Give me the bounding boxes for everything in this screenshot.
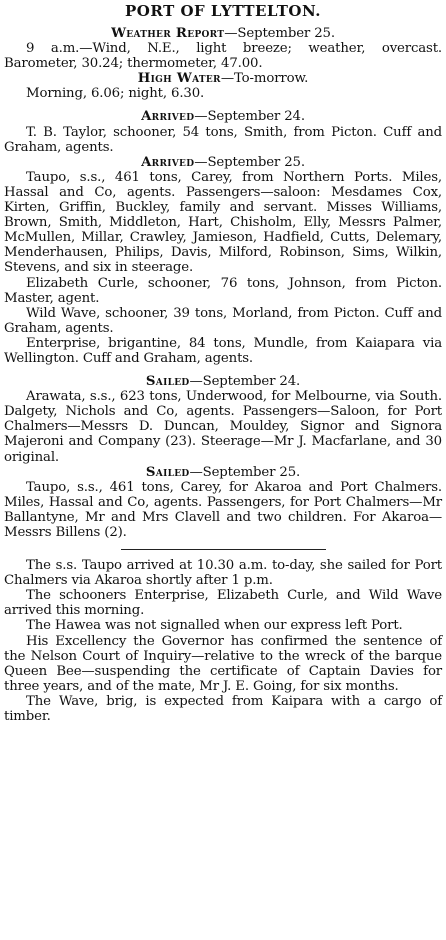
arrival-entry: Taupo, s.s., 461 tons, Carey, from Northern Ports. Miles, Hassal and Co, agents. Passengers—saloon: Mesdames Cox, Kirten, Griffin, Buckley, family and servant. Misses Williams, Brown, Smith, Middleton, Hart, Chisholm, Elly, Messrs Palmer, McMullen, Millar, Crawley, Jamieson, Hadfield, Cutts, Delemary, Menderhausen, Philips, Davis, Milford, Robinson, Sims, Wilkin, Stevens, and six in steerage. bbox=[4, 169, 442, 276]
sailing-entry: Taupo, s.s., 461 tons, Carey, for Akaroa and Port Chalmers. Miles, Hassal and Co, agents. Passengers, for Port Chalmers—Mr Ballantyne, Mr and Mrs Clavell and two children. For Akaroa—Messrs Billens (2). bbox=[4, 479, 442, 540]
arrived-label: Arrived bbox=[141, 109, 195, 125]
arrival-entry: Enterprise, brigantine, 84 tons, Mundle, from Kaiapara via Wellington. Cuff and Graham, agents. bbox=[4, 335, 442, 366]
sailed-label: Sailed bbox=[145, 374, 190, 390]
section-divider bbox=[121, 549, 326, 550]
sailed-label: Sailed bbox=[145, 464, 190, 480]
news-paragraph: The Hawea was not signalled when our express left Port. bbox=[26, 618, 403, 634]
sailed-date: —September 25. bbox=[189, 464, 301, 480]
section-gap bbox=[4, 101, 442, 109]
arrived-label: Arrived bbox=[141, 154, 195, 170]
arrived-heading-sep-24 bbox=[4, 109, 442, 124]
high-water-label: High Water bbox=[137, 71, 221, 87]
weather-report-text: 9 a.m.—Wind, N.E., light breeze; weather, overcast. Barometer, 30.24; thermometer, 47.00. bbox=[4, 41, 442, 72]
high-water-date: —To-morrow. bbox=[220, 71, 309, 87]
section-gap bbox=[4, 366, 442, 374]
high-water-heading bbox=[4, 71, 442, 86]
arrived-heading-sep-25 bbox=[4, 155, 442, 170]
weather-report-date: —September 25. bbox=[224, 26, 335, 41]
arrived-date: —September 24. bbox=[194, 109, 305, 125]
arrival-entry: Wild Wave, schooner, 39 tons, Morland, from Picton. Cuff and Graham, agents. bbox=[4, 305, 442, 336]
weather-report-label: Weather Report bbox=[111, 26, 225, 41]
news-paragraph: His Excellency the Governor has confirmed the sentence of the Nelson Court of Inquiry—relative to the wreck of the barque Queen Bee—suspending the certificate of Captain Davies for three years, and of the mate, Mr J. E. Going, for six months. bbox=[4, 633, 442, 694]
high-water-text: Morning, 6.06; night, 6.30. bbox=[26, 86, 205, 102]
arrival-entry: Elizabeth Curle, schooner, 76 tons, Johnson, from Picton. Master, agent. bbox=[4, 275, 442, 306]
sailed-heading-sep-24 bbox=[4, 374, 442, 389]
news-paragraph: The schooners Enterprise, Elizabeth Curle, and Wild Wave arrived this morning. bbox=[4, 588, 442, 619]
arrival-entry: T. B. Taylor, schooner, 54 tons, Smith, from Picton. Cuff and Graham, agents. bbox=[4, 124, 442, 155]
sailing-entry: Arawata, s.s., 623 tons, Underwood, for Melbourne, via South. Dalgety, Nichols and Co, agents. Passengers—Saloon, for Port Chalmers—Messrs D. Duncan, Mouldey, Signor and Signora Majeroni and Company (23). Steerage—Mr J. Macfarlane, and 30 original. bbox=[4, 389, 442, 465]
sailed-date: —September 24. bbox=[189, 374, 301, 390]
news-paragraph: The Wave, brig, is expected from Kaipara with a cargo of timber. bbox=[4, 693, 442, 725]
weather-report-heading bbox=[4, 26, 442, 41]
sailed-heading-sep-25 bbox=[4, 465, 442, 480]
news-paragraph: The s.s. Taupo arrived at 10.30 a.m. to-day, she sailed for Port Chalmers via Akaroa shortly after 1 p.m. bbox=[4, 558, 442, 589]
arrived-date: —September 25. bbox=[194, 154, 305, 170]
column-title: PORT OF LYTTELTON. bbox=[125, 2, 321, 20]
